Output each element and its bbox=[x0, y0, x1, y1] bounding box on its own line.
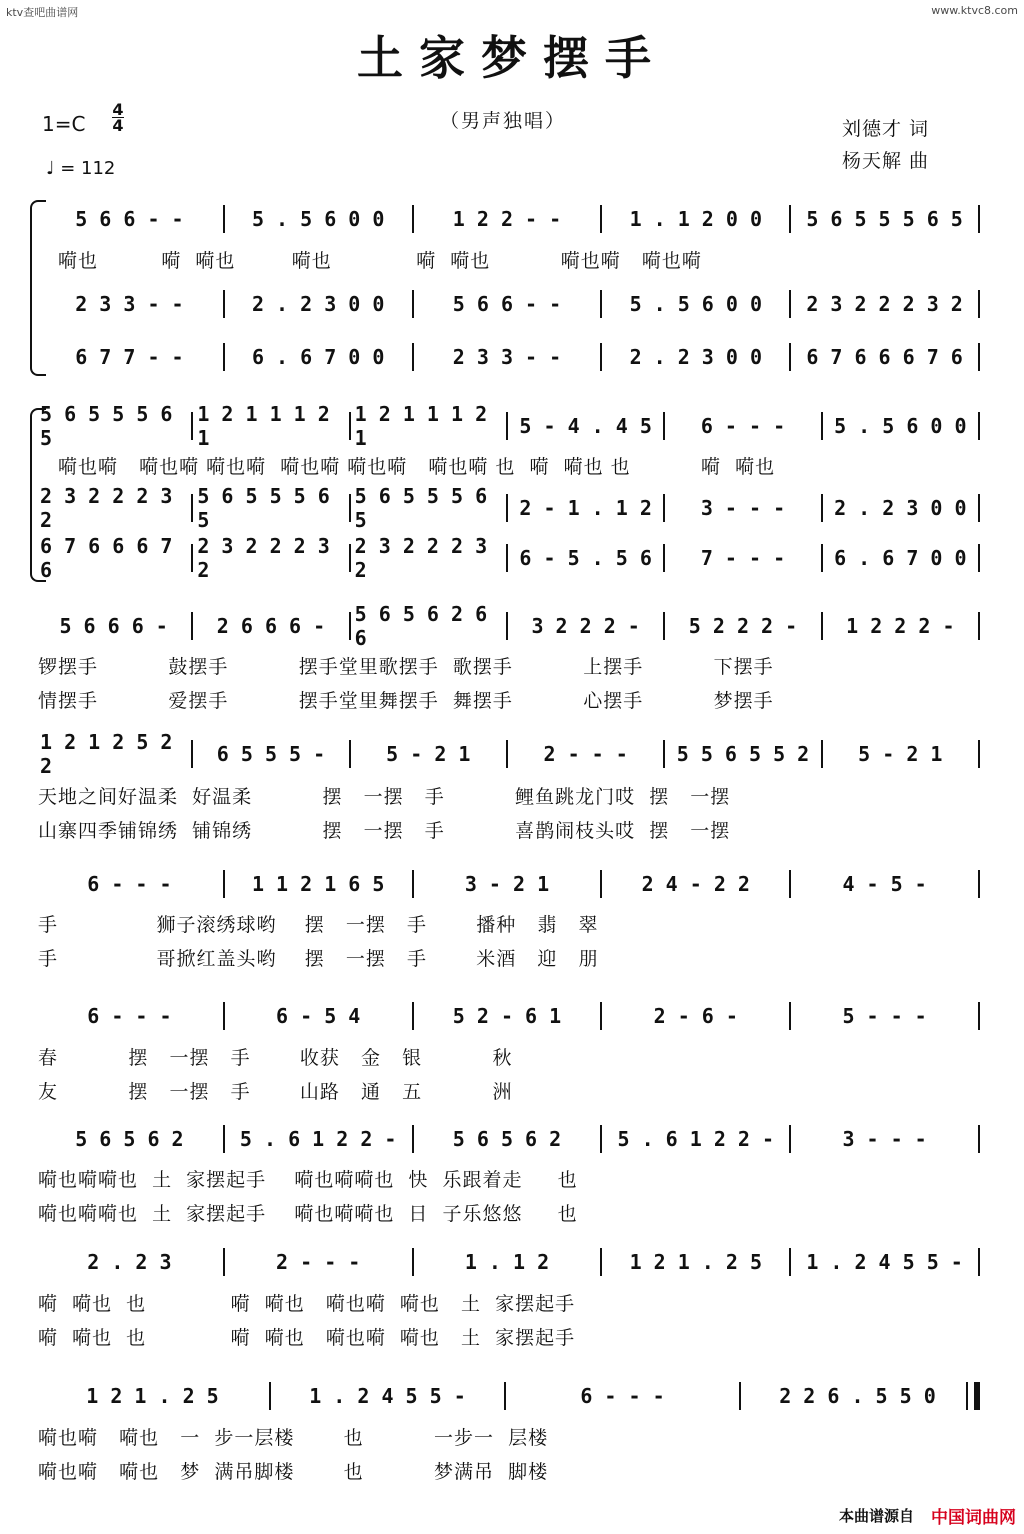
measure: 5 6 6 - - bbox=[75, 207, 184, 231]
measure: 1 2 1 2 5 2 2 bbox=[40, 730, 173, 778]
line-4-lyric-verse-1: 天地之间好温柔 好温柔 摆 一摆 手 鲤鱼跳龙门哎 摆 一摆 bbox=[38, 786, 731, 808]
measure: 2 - 6 - bbox=[600, 1002, 789, 1030]
measure: 3 - 2 1 bbox=[412, 870, 601, 898]
line-3-notes bbox=[36, 602, 980, 650]
measure: 6 - - - bbox=[663, 412, 820, 440]
measure: 2 6 6 6 - bbox=[191, 612, 348, 640]
measure: 1 2 1 1 1 2 1 bbox=[191, 412, 348, 440]
measure: 5 6 5 6 2 bbox=[412, 1125, 601, 1153]
measure: 6 5 5 5 - bbox=[191, 740, 348, 768]
time-signature-top: 4 bbox=[112, 100, 124, 119]
measure: 6 - - - bbox=[504, 1382, 739, 1410]
measure: 6 7 7 - - bbox=[75, 345, 184, 369]
measure: 2 3 3 - - bbox=[412, 343, 601, 371]
composer-credit: 杨天解 曲 bbox=[842, 150, 930, 172]
measure: 2 . 2 3 0 0 bbox=[821, 494, 978, 522]
measure: 1 1 2 1 6 5 bbox=[223, 870, 412, 898]
measure: 5 6 5 6 2 6 6 bbox=[349, 612, 506, 640]
line-9-notes bbox=[36, 1382, 980, 1410]
footer-brand[interactable]: 中国词曲网 bbox=[931, 1508, 1016, 1528]
time-signature bbox=[112, 102, 124, 133]
key-signature: 1=C bbox=[42, 112, 86, 136]
measure: 5 6 5 5 5 6 5 bbox=[349, 494, 506, 522]
line-6-notes bbox=[36, 1002, 980, 1030]
measure: 1 2 1 1 1 2 1 bbox=[349, 412, 506, 440]
measure: 6 - 5 . 5 6 bbox=[506, 544, 663, 572]
measure: 5 . 5 6 0 0 bbox=[600, 290, 789, 318]
system-2-voice-2 bbox=[36, 484, 980, 532]
measure: 1 2 1 . 2 5 bbox=[86, 1384, 219, 1408]
measure: 5 - 2 1 bbox=[821, 740, 978, 768]
measure: 1 . 2 4 5 5 - bbox=[269, 1382, 504, 1410]
measure: 2 . 2 3 0 0 bbox=[223, 290, 412, 318]
line-8-lyric-verse-2: 嗬 嗬也 也 嗬 嗬也 嗬也嗬 嗬也 土 家摆起手 bbox=[38, 1327, 576, 1349]
measure: 2 - - - bbox=[223, 1248, 412, 1276]
line-7-lyric-verse-2: 嗬也嗬嗬也 土 家摆起手 嗬也嗬嗬也 日 子乐悠悠 也 bbox=[38, 1203, 578, 1225]
measure: 2 2 6 . 5 5 0 bbox=[739, 1382, 974, 1410]
line-4-lyric-verse-2: 山寨四季铺锦绣 铺锦绣 摆 一摆 手 喜鹊闹枝头哎 摆 一摆 bbox=[38, 820, 731, 842]
measure: 2 3 2 2 2 3 2 bbox=[349, 544, 506, 572]
line-6-lyric-verse-1: 春 摆 一摆 手 收获 金 银 秋 bbox=[38, 1047, 513, 1069]
measure: 1 2 2 2 - bbox=[821, 612, 978, 640]
measure: 5 - 4 . 4 5 bbox=[506, 412, 663, 440]
measure: 1 2 2 - - bbox=[412, 205, 601, 233]
line-7-notes bbox=[36, 1125, 980, 1153]
measure: 1 . 2 4 5 5 - bbox=[789, 1248, 978, 1276]
lyricist-credit: 刘德才 词 bbox=[842, 118, 930, 140]
watermark-right: www.ktvc8.com bbox=[931, 4, 1018, 17]
measure: 2 3 2 2 2 3 2 bbox=[789, 290, 978, 318]
measure: 6 7 6 6 6 7 6 bbox=[40, 534, 173, 582]
measure: 5 . 6 1 2 2 - bbox=[600, 1125, 789, 1153]
measure: 5 6 5 5 5 6 5 bbox=[789, 205, 978, 233]
measure: 2 3 2 2 2 3 2 bbox=[191, 544, 348, 572]
measure: 5 . 6 1 2 2 - bbox=[223, 1125, 412, 1153]
measure: 4 - 5 - bbox=[789, 870, 978, 898]
footer-source: 本曲谱源自 bbox=[838, 1507, 914, 1525]
measure: 5 2 2 2 - bbox=[663, 612, 820, 640]
measure: 5 6 6 - - bbox=[412, 290, 601, 318]
measure: 6 7 6 6 6 7 6 bbox=[789, 343, 978, 371]
system-1-voice-3 bbox=[36, 343, 980, 371]
measure: 1 2 1 . 2 5 bbox=[600, 1248, 789, 1276]
measure: 3 2 2 2 - bbox=[506, 612, 663, 640]
line-5-notes bbox=[36, 870, 980, 898]
line-5-lyric-verse-1: 手 狮子滚绣球哟 摆 一摆 手 播种 翡 翠 bbox=[38, 914, 599, 936]
measure: 7 - - - bbox=[663, 544, 820, 572]
line-8-lyric-verse-1: 嗬 嗬也 也 嗬 嗬也 嗬也嗬 嗬也 土 家摆起手 bbox=[38, 1293, 576, 1315]
line-3-lyric-verse-2: 情摆手 爱摆手 摆手堂里舞摆手 舞摆手 心摆手 梦摆手 bbox=[38, 690, 774, 712]
measure: 5 6 5 5 5 6 5 bbox=[191, 494, 348, 522]
line-4-notes bbox=[36, 730, 980, 778]
measure: 5 6 5 6 2 bbox=[75, 1127, 184, 1151]
measure: 2 . 2 3 bbox=[87, 1250, 172, 1274]
measure: 2 - - - bbox=[506, 740, 663, 768]
measure: 5 . 5 6 0 0 bbox=[223, 205, 412, 233]
measure: 6 - - - bbox=[87, 872, 172, 896]
measure: 3 - - - bbox=[663, 494, 820, 522]
system-1-voice-1 bbox=[36, 205, 980, 233]
line-3-lyric-verse-1: 锣摆手 鼓摆手 摆手堂里歌摆手 歌摆手 上摆手 下摆手 bbox=[38, 656, 774, 678]
measure: 2 3 2 2 2 3 2 bbox=[40, 484, 173, 532]
line-5-lyric-verse-2: 手 哥掀红盖头哟 摆 一摆 手 米酒 迎 朋 bbox=[38, 948, 599, 970]
measure: 5 6 5 5 5 6 5 bbox=[40, 402, 173, 450]
system-2-voice-1 bbox=[36, 402, 980, 450]
measure: 6 - - - bbox=[87, 1004, 172, 1028]
line-9-lyric-verse-1: 嗬也嗬 嗬也 一 步一层楼 也 一步一 层楼 bbox=[38, 1427, 549, 1449]
measure: 2 - 1 . 1 2 bbox=[506, 494, 663, 522]
measure: 6 . 6 7 0 0 bbox=[821, 544, 978, 572]
measure: 2 . 2 3 0 0 bbox=[600, 343, 789, 371]
measure: 5 6 6 6 - bbox=[59, 614, 168, 638]
measure: 1 . 1 2 bbox=[412, 1248, 601, 1276]
measure: 3 - - - bbox=[789, 1125, 978, 1153]
time-signature-bottom: 4 bbox=[112, 116, 124, 135]
measure: 6 - 5 4 bbox=[223, 1002, 412, 1030]
measure: 5 5 6 5 5 2 bbox=[663, 740, 820, 768]
system-2-voice-3 bbox=[36, 534, 980, 582]
system-1-voice-2 bbox=[36, 290, 980, 318]
tempo-marking: ♩ = 112 bbox=[46, 158, 116, 179]
measure: 2 4 - 2 2 bbox=[600, 870, 789, 898]
measure: 1 . 1 2 0 0 bbox=[600, 205, 789, 233]
line-8-notes bbox=[36, 1248, 980, 1276]
system-2-lyric: 嗬也嗬 嗬也嗬 嗬也嗬 嗬也嗬 嗬也嗬 嗬也嗬 也 嗬 嗬也 也 嗬 嗬也 bbox=[58, 456, 776, 478]
line-7-lyric-verse-1: 嗬也嗬嗬也 土 家摆起手 嗬也嗬嗬也 快 乐跟着走 也 bbox=[38, 1169, 578, 1191]
system-1-lyric: 嗬也 嗬 嗬也 嗬也 嗬 嗬也 嗬也嗬 嗬也嗬 bbox=[58, 250, 702, 272]
watermark-left: ktv查吧曲谱网 bbox=[6, 6, 79, 19]
measure: 5 - 2 1 bbox=[349, 740, 506, 768]
measure: 2 3 3 - - bbox=[75, 292, 184, 316]
song-title: 土家梦摆手 bbox=[357, 31, 667, 85]
measure: 6 . 6 7 0 0 bbox=[223, 343, 412, 371]
measure: 5 . 5 6 0 0 bbox=[821, 412, 978, 440]
song-subtitle: （男声独唱） bbox=[440, 110, 567, 132]
line-9-lyric-verse-2: 嗬也嗬 嗬也 梦 满吊脚楼 也 梦满吊 脚楼 bbox=[38, 1461, 549, 1483]
measure: 5 2 - 6 1 bbox=[412, 1002, 601, 1030]
line-6-lyric-verse-2: 友 摆 一摆 手 山路 通 五 洲 bbox=[38, 1081, 513, 1103]
measure: 5 - - - bbox=[789, 1002, 978, 1030]
